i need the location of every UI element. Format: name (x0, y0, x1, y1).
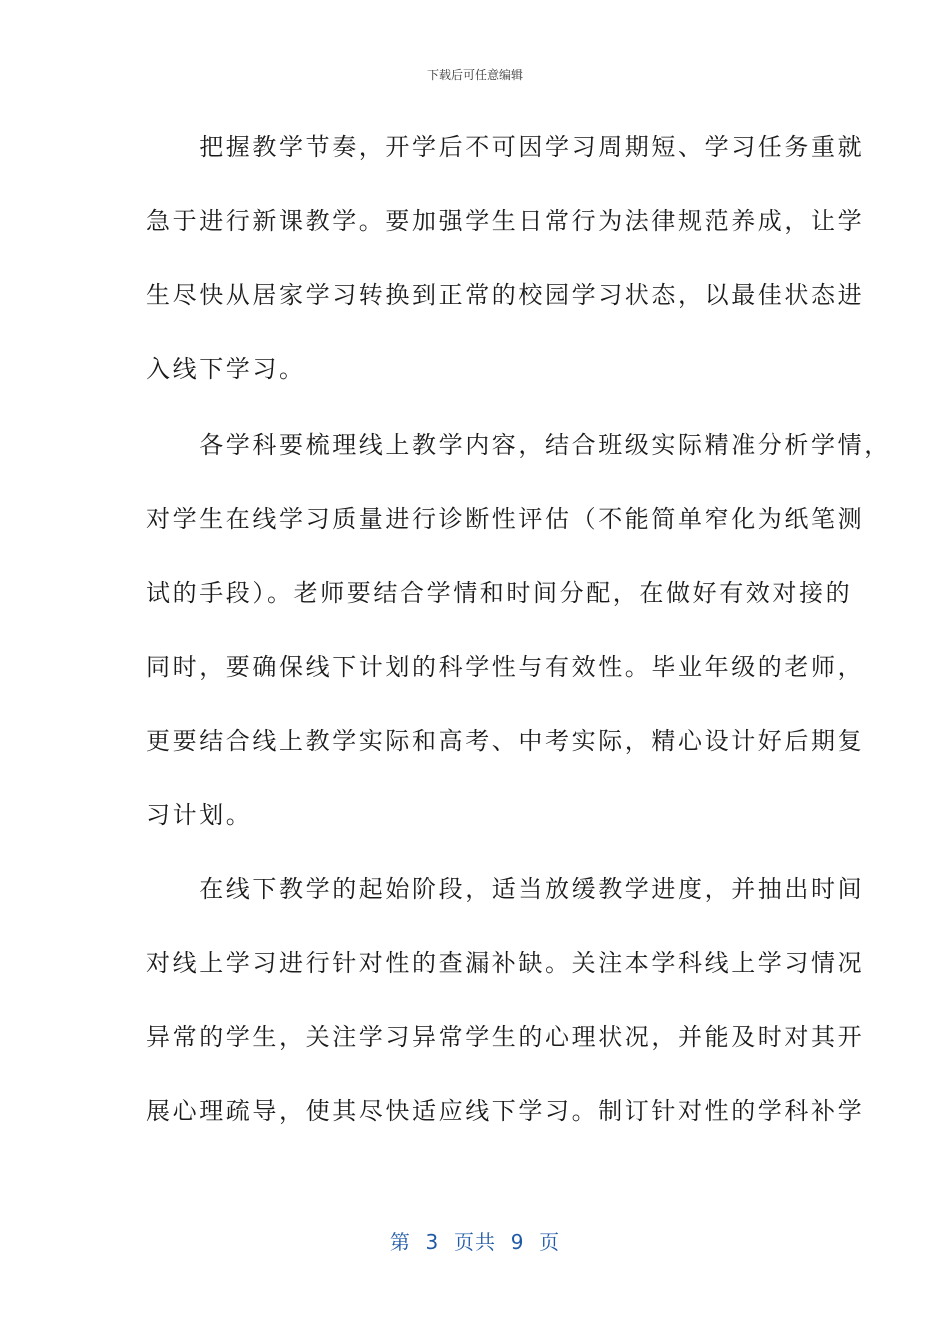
text-line: 习计划。 (146, 801, 253, 829)
text-line: 各学科要梳理线上教学内容，结合班级实际精准分析学情， (146, 431, 891, 459)
text-line: 对线上学习进行针对性的查漏补缺。关注本学科线上学习情况 (146, 949, 865, 977)
text-line: 对学生在线学习质量进行诊断性评估（不能简单窄化为纸笔测 (146, 505, 865, 533)
text-line: 入线下学习。 (146, 355, 306, 383)
text-line: 把握教学节奏，开学后不可因学习周期短、学习任务重就 (146, 133, 865, 161)
text-line: 同时，要确保线下计划的科学性与有效性。毕业年级的老师， (146, 653, 865, 681)
page-header: 下载后可任意编辑 (426, 68, 523, 82)
text-line: 更要结合线上教学实际和高考、中考实际，精心设计好后期复 (146, 727, 865, 755)
text-line: 急于进行新课教学。要加强学生日常行为法律规范养成，让学 (146, 207, 865, 235)
text-line: 在线下教学的起始阶段，适当放缓教学进度，并抽出时间 (146, 875, 865, 903)
text-line: 试的手段）。老师要结合学情和时间分配，在做好有效对接的 (146, 579, 853, 607)
text-line: 展心理疏导，使其尽快适应线下学习。制订针对性的学科补学 (146, 1097, 865, 1125)
text-line: 生尽快从居家学习转换到正常的校园学习状态，以最佳状态进 (146, 281, 865, 309)
page-number-footer: 第 3 页共 9 页 (389, 1230, 561, 1254)
text-line: 异常的学生，关注学习异常学生的心理状况，并能及时对其开 (146, 1023, 865, 1051)
